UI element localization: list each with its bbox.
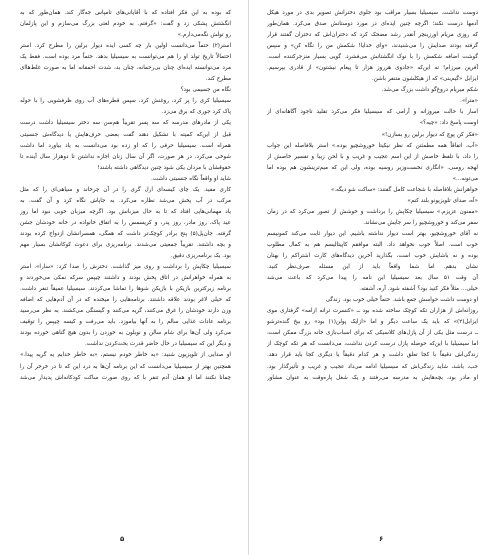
text-line: یاد مهمانی‌هایی افتاد که تا به حال میزبانش بود. اگرچه میزبان خوبی نبود اما روز [20, 208, 231, 215]
text-line: احتمالاً تاریخ تولد او را هم می‌توانست به سیسیلیا بدهد. حتماً مرد بوده است. فقط یک [20, 54, 231, 61]
text-line: اما سیسیلیا با این‌که حوصله پازل درست کردن نداشت، می‌دانست که هر تکه کوچک از [267, 341, 478, 348]
text-line: پاک کرد جوری که برق می‌زد. [161, 109, 231, 116]
text-line: «فکر کن پوچ که دیوار برلین رو بسازن!» [381, 131, 478, 138]
text-line: حب، باشد، شاید زندگی‌اش که سیسیلیا ادامه می‌داد عجیب و غریب و تأثیرگذار بود. [267, 363, 478, 370]
text-line: سفر می‌کند و خوروشچیو را سر جایش می‌نشاند. [363, 219, 478, 226]
text-line: همچنین بهتر از سیسیلیا می‌دانست که این برنامه آن‌ها به درد این که تا در خرخر آن را [20, 363, 231, 370]
text-line: آدمها درست نکند؛ اگرچه چنین ایده‌ای در مورد دوستانش صدق می‌کرد. همان‌طور [267, 21, 478, 28]
text-line: می‌تونه...» [452, 175, 478, 182]
text-line: ــ درست مثل یکی از آن پازل‌های کلاسیکی که برای اسباب‌بازی خانه بزرگ ممکن است، [267, 330, 478, 337]
text-line: و بچه داشتند. تقریباً جمعیتی می‌شدند. برنامه‌ریزی برای دعوت کوکانشان بسیار مهم [20, 241, 231, 248]
text-line: انگشتش پشکی زد و گفت: «گرفتم. به خودم لغتی بزرگ می‌سازم و این پازلمان [20, 21, 231, 28]
text-line: زندگی‌اش دقیقاً با کجا تعلق داشت و هر کدام دقیقاً با دیگری کجا باید قرار دهد. [267, 352, 478, 359]
text-line: خیلی... مثلاً فکر کنید بود؟ آشفته شود. آره، آشفته. [359, 286, 478, 293]
text-line: قبل از این‌که کمیته با تشکیل دهند گفت بعضی حرف‌هایش یا دیدگاه‌ش جنسیتی [20, 131, 231, 138]
text-line: «ممنون عزیزم.» سیسیلیا چکاپش را برداشت و خوشش از تصور می‌کرد که در زمان [267, 208, 478, 215]
text-line: «آه، صدای تلویزیونو بلند کنم» [407, 197, 478, 204]
text-line: نشان بدهم. اما شما واقعاً باید از این مسئله صرف‌نظر کنید. [267, 264, 478, 271]
right-page-text [267, 8, 478, 384]
text-line: «مترا». [460, 98, 478, 105]
text-line: «آب، اتفاقاً همه مطمئنن که نظر نیکیتا خوروشچیو بوده.» استر بلافاصله این جواب [267, 142, 478, 149]
text-line: کاری مفید. یک چای کیسه‌ای ارل گری را در آن چرخاند و سیاهی‌ای را که مثل [20, 186, 231, 193]
text-line: مطرح کند. [205, 76, 231, 83]
text-line: روزانه‌اش از هزاران تکه کوچک ساخته شده بود ــ «کنسرت ترانه ازامه» گرفتاری موی [267, 308, 478, 315]
text-line: عید پاک، روز مادر، روز پدر، و کریسمس را به اتفاق خانواده در خانه خودشان جشن [20, 219, 231, 226]
text-line: خوب است. اصلاً خوب نخواهد داد. البته موافقم کاپیتالیسم هم به کمال مطلوب [267, 241, 478, 248]
text-line: که بوده به این فکر افتاده که با آقایانی‌های تامپاس جه‌گار کند. همان‌طور که به [20, 10, 231, 16]
text-line: گرفته بودند صدایش را می‌شنیدند، «وای خدایا! شکمش من را نگاه کن» و سپس [267, 43, 478, 50]
text-line: شوخی می‌کرد. در هر صورت، اگر آن سال زنان اجازه نداشتن تا دوهزار سال آینده تا [20, 153, 231, 160]
text-line: آن وقت ۵۱ سال بعد سیسیلیا این نامه را پیدا می‌کرد که باعث می‌شد [267, 275, 478, 282]
text-line: مرکب در آب پخش می‌شد نظاره می‌کرد. به جاپاش نگاه کرد و آن گفت. به [20, 197, 231, 204]
text-line: رو تولش نگه‌می‌دارم.» [177, 32, 231, 39]
text-line: لهجه روسی. «انگاری نخست‌وزیر روسیه بوده، ولی این که میم‌ترینشون هم بوده اما [267, 164, 478, 171]
text-line: اسار با حالت میروزانه و آرامی که سیسیلیا فکر می‌کرد تقلید تاجود آگاهانه‌ای از [267, 109, 478, 116]
text-line: شاید او واقعاً نگاه جنسیتی داشت. [151, 175, 231, 182]
text-line: ایزابل(۲)» که باید یک ساعت دیگر و اما «ازایک پولن(۱) بود» رو بیخ گنده‌ترشو [267, 319, 478, 326]
text-line: مرد می‌توانسته ایده‌ای چنان بی‌رحمانه، چنان بد، شدت احمقانه اما به صورت غلط‌ها‌ای [20, 65, 231, 72]
text-line: شکم میریام دروغ‌گو داشت بزرگ می‌شد. [381, 87, 478, 94]
text-line: سیسیلیا چکاپش را برداشت و روی میز گذاشت. دخترش را صدا کرد: «سارا». استر [20, 264, 231, 271]
text-line: چمانا نکنند اما او همان آدم تنفر با که روی صورت ساکت کودکانه‌اش پدیدار می‌شد [20, 374, 231, 381]
text-line: حقوقشان با مردان یکی شود چنین دیدگاهی داشته باشند! [97, 164, 231, 171]
text-line: برنامه عادات غذایی سالم را به آنها بیاموزد. باید می‌رفت و کیسه چیپس را توقیف [20, 319, 231, 326]
text-line: استر(۲) حتماً می‌دانست اولین بار چه کسی ایده دیوار برلین را مطرح کرد. استر [20, 43, 231, 50]
right-page [249, 0, 498, 555]
text-line: او دوست داشت حواسش جمع باشد. حتماً خیلی خوب بود. زندگی [325, 297, 478, 304]
right-page-number: ۶ [379, 535, 384, 543]
text-line: سیسیلیا کری را پر کرد، روغنش کرد، سپس قطره‌های آب روی ظرفشویی را با حوله [20, 98, 231, 105]
text-line: بود. یک برنامه‌ریزی دقیق. [170, 253, 231, 260]
text-line: دوست نداشت. سیسیلیا بسیار مراقب بود جلوی دخترانش تصویر بدی در مورد هیکل [267, 10, 478, 16]
text-line: گرفته. جان‌پل(۵) پنج برادر کوچک‌تر داشت که همگی، همسرانشان ازدواج کرده بودند [20, 230, 231, 237]
text-line: به همراه خواهرانش در اتاق پخش بودند و داشتند چیپس سرکه نمکی می‌خوردند و [20, 275, 231, 282]
text-line: که حیلی لاغر بودند علاقه داشتند. برنامه‌هایی را میخنده که در آن آدم‌هایی که اضافه [20, 297, 231, 304]
text-line: نه آقای خوروشچیو، بهتر است دیوار نداشته باشیم. این دیوار ثابت می‌کند کمونیسم [267, 230, 478, 237]
text-line: ایزابل «گیم‌بنی» که از هیکلشون متنفر باشن. [372, 76, 478, 83]
text-line: وزن دارند خودشان را غرق می‌کنند، گریه می‌کنند و گیسنگی می‌کشند. به نظر می‌رسید [20, 308, 231, 315]
text-line: خواهرانش بلافاصله با شجاعت کامل گفتند: «ساکت شو دیگه.» [330, 186, 478, 193]
text-line: آفرین میرزام! نه این‌که «جادوی هرروز هزار تا پیغام نیشتون» از قادری بپرسیم. [267, 65, 478, 72]
left-page-number: ۵ [120, 535, 125, 543]
text-line: اوست پاسخ داد: «چیه؟» [419, 120, 478, 127]
text-line: برنامه زیرکترین بازیکن با بازیکن شوها را تماشا می‌کردند. سیسیلیا عمیقاً تنفر داشت. [20, 286, 231, 293]
text-line: گوشت اضافه شکمش را با نوک انگشتانش می‌فشرد. گویی بسیار منزجرکننده است. [267, 54, 478, 61]
text-line: همراه است. سیسیلیا حرفی را که او زده بود می‌دانست به یاد بیاورد اما داشت [20, 142, 231, 149]
text-line: یکی از مادرهای مدرسه که سه پسر تقریباً هم‌سن سه دختر سیسیلیا داشت درست [20, 120, 231, 127]
text-line: بوده و نه باشایش خوب است، بگذارید آخرین دیدگاه‌های کارت اشتراکم را بهتان [267, 253, 478, 260]
left-page-text [20, 8, 231, 384]
text-line: و دیگر این که سیسیلیا در حال حاضر قدرت بحث‌کردن نداشت. [84, 341, 231, 348]
text-line: می‌کرد ولی آن‌ها برای شام سالن و نوبلون به خوردن را بدون هیچ گناهی خورده بودند [20, 330, 231, 337]
text-line: او مادر بود، بچه‌هایش به مدرسه می‌رفتند و یک شغل پاره‌وقت به عنوان مشاور [267, 374, 478, 381]
text-line: او صدایی از تلویزیون شنید: «به خاطر خودم نیستم، «به خاطر خدایم یه گریه پیدا.» [20, 352, 231, 359]
text-line: که روزی مریام اورزینچر آنقدر رشد مضحک کرد که دختران‌اش که دختران گفتند قرار [267, 32, 478, 39]
text-line: را داد، با تلفظ خاصش از این اسم عجیب و غریب و با لحن زیبا و تفسیر خاصش از [267, 153, 478, 160]
text-line: نگاه من جسیمی بود؟ [180, 87, 231, 94]
